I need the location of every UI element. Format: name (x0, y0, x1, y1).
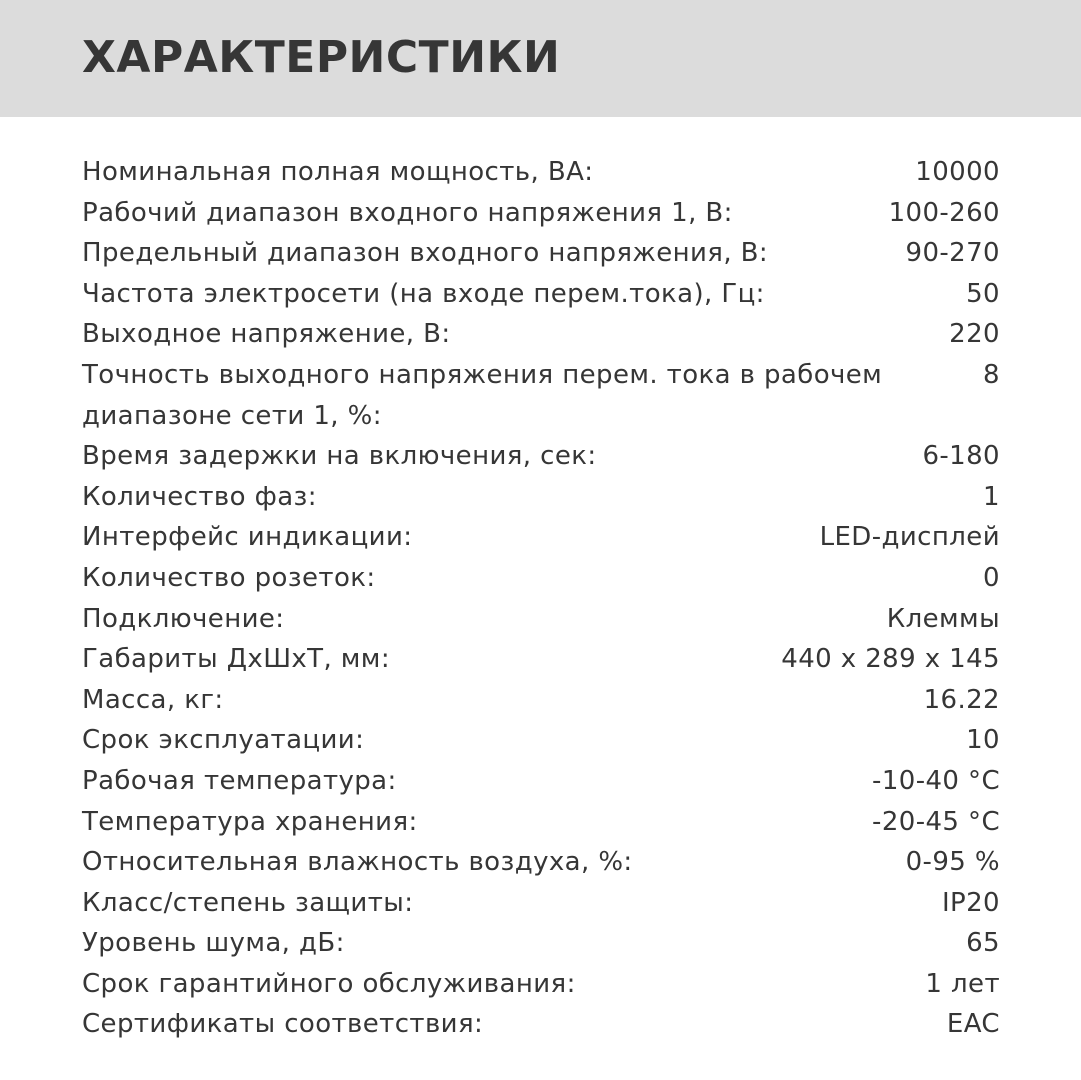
header-banner (0, 0, 1081, 117)
spec-row-sockets (82, 558, 1000, 599)
spec-row-certificates (82, 1004, 1000, 1045)
spec-value: LED-дисплей (819, 522, 1000, 553)
spec-row-storage-temperature (82, 802, 1000, 843)
spec-label: Относительная влажность воздуха, %: (82, 847, 633, 878)
spec-label: Рабочий диапазон входного напряжения 1, В: (82, 197, 733, 228)
spec-label: Класс/степень защиты: (82, 887, 414, 918)
spec-label: Номинальная полная мощность, ВА: (82, 157, 594, 187)
spec-row-switch-delay (82, 436, 1000, 477)
spec-row-connection (82, 599, 1000, 640)
spec-value: 440 х 289 х 145 (781, 644, 1000, 675)
spec-value: 1 (983, 481, 1000, 512)
spec-label: Выходное напряжение, В: (82, 319, 451, 350)
spec-row-protection-class (82, 883, 1000, 924)
spec-label: Время задержки на включения, сек: (82, 441, 597, 472)
page-title: ХАРАКТЕРИСТИКИ (82, 32, 561, 83)
spec-row-operating-temperature (82, 761, 1000, 802)
spec-row-frequency (82, 274, 1000, 315)
spec-label: Рабочая температура: (82, 765, 397, 796)
spec-value: EAC (946, 1009, 1000, 1040)
spec-row-output-accuracy (82, 355, 1000, 436)
spec-value: 10000 (915, 157, 1000, 187)
spec-label: Подключение: (82, 603, 285, 634)
spec-label: Количество фаз: (82, 481, 317, 512)
spec-row-phases (82, 477, 1000, 518)
spec-value: IP20 (941, 887, 1000, 918)
spec-value: 220 (949, 319, 1000, 350)
spec-label: Предельный диапазон входного напряжения, В: (82, 238, 769, 269)
spec-label: Точность выходного напряжения перем. тока в рабочем диапазоне сети 1, %: (82, 359, 883, 431)
spec-label: Уровень шума, дБ: (82, 928, 345, 959)
spec-label: Сертификаты соответствия: (82, 1009, 484, 1040)
spec-value: 10 (966, 725, 1000, 756)
spec-value: 16.22 (923, 684, 1000, 715)
spec-label: Габариты ДхШхТ, мм: (82, 644, 390, 675)
spec-value: 100-260 (888, 197, 1000, 228)
spec-row-service-life (82, 720, 1000, 761)
spec-value: -20-45 °C (872, 806, 1000, 837)
spec-row-working-input-range (82, 193, 1000, 234)
spec-label: Масса, кг: (82, 684, 224, 715)
spec-value: -10-40 °C (872, 765, 1000, 796)
spec-label: Количество розеток: (82, 562, 376, 593)
spec-row-weight (82, 680, 1000, 721)
spec-value: Клеммы (886, 603, 1000, 634)
spec-row-dimensions (82, 639, 1000, 680)
spec-value: 90-270 (905, 238, 1000, 269)
spec-row-humidity (82, 842, 1000, 883)
spec-row-warranty (82, 964, 1000, 1005)
spec-value: 1 лет (925, 968, 1000, 999)
spec-label: Срок гарантийного обслуживания: (82, 968, 576, 999)
spec-value: 65 (966, 928, 1000, 959)
spec-row-output-voltage (82, 314, 1000, 355)
spec-value: 6-180 (922, 441, 1000, 472)
spec-row-limit-input-range (82, 233, 1000, 274)
spec-row-rated-power (82, 152, 1000, 193)
spec-row-noise-level (82, 923, 1000, 964)
spec-label: Температура хранения: (82, 806, 418, 837)
spec-row-display-interface (82, 517, 1000, 558)
spec-label: Частота электросети (на входе перем.тока), Гц: (82, 278, 765, 309)
specifications-list (82, 152, 1000, 1045)
spec-label: Срок эксплуатации: (82, 725, 365, 756)
spec-value: 0 (983, 562, 1000, 593)
spec-value: 8 (983, 359, 1000, 390)
spec-value: 50 (966, 278, 1000, 309)
spec-value: 0-95 % (905, 847, 1000, 878)
spec-label: Интерфейс индикации: (82, 522, 413, 553)
